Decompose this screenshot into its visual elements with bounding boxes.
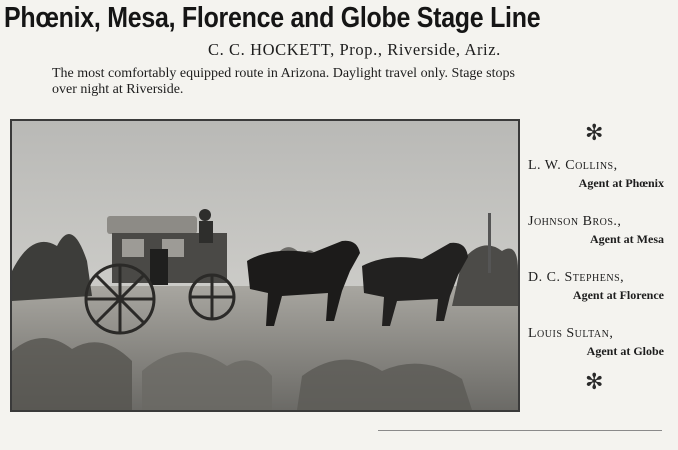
stagecoach-photo (10, 119, 520, 412)
coach-window (122, 239, 144, 257)
agent-name: D. C. Stephens, (528, 270, 625, 285)
agent-role: Agent at Phœnix (578, 176, 664, 190)
agent-name: Johnson Bros., (528, 214, 622, 229)
route-description: The most comfortably equipped route in Arizona. Daylight travel only. Stage stops over night at Riverside. (52, 66, 515, 97)
agent-entry (528, 158, 668, 191)
agent-name: L. W. Collins, (528, 158, 618, 173)
bottom-divider (378, 430, 662, 431)
passenger (150, 249, 168, 285)
agent-name: Louis Sultan, (528, 326, 614, 341)
coach-roof (107, 216, 197, 234)
agent-role: Agent at Mesa (590, 232, 664, 246)
agent-role: Agent at Globe (586, 344, 664, 358)
rear-wheel (86, 265, 154, 333)
asterisk-flower-icon: ✻ (585, 370, 604, 395)
agent-entry (528, 214, 668, 247)
agent-entry (528, 326, 668, 359)
pole (488, 213, 491, 273)
agent-role: Agent at Florence (572, 288, 664, 302)
front-wheel (190, 275, 234, 319)
page-title: Phœnix, Mesa, Florence and Globe Stage Line (4, 2, 541, 34)
driver (199, 209, 211, 221)
driver-body (199, 221, 213, 243)
stagecoach-illustration (12, 121, 518, 410)
proprietor-line: C. C. HOCKETT, Prop., Riverside, Ariz. (208, 40, 501, 59)
agent-entry (528, 270, 668, 303)
asterisk-flower-icon: ✻ (585, 121, 604, 146)
